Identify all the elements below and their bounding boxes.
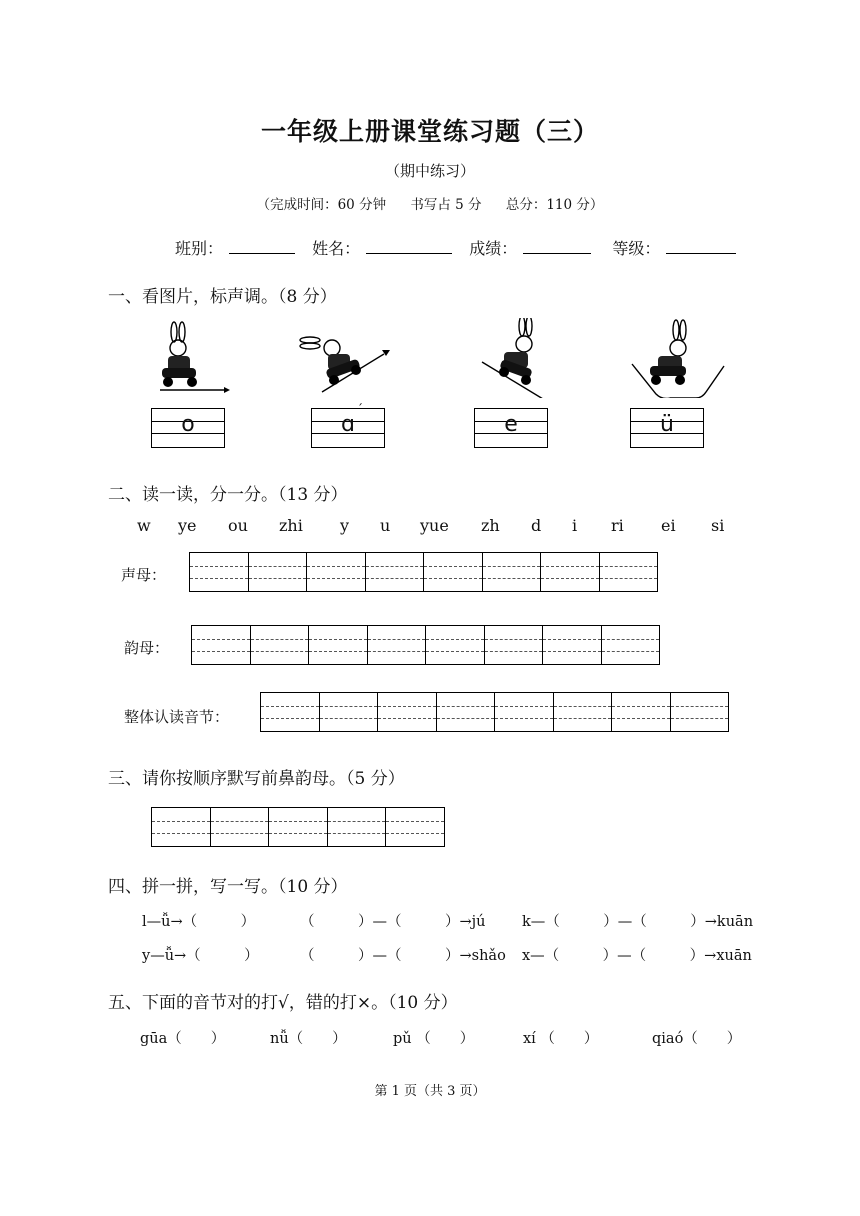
section5-heading xyxy=(108,988,458,1013)
section4-points: （10 分） xyxy=(278,877,348,897)
syllable-check-4[interactable]: xí （ ） xyxy=(523,1031,599,1047)
word-item: si xyxy=(711,516,725,535)
pinyin-exercise-2c[interactable]: x—（ ）—（ ）→xuān xyxy=(522,948,752,964)
pinyin-exercise-1a[interactable]: l—ǚ→（ ） xyxy=(142,914,256,930)
score-blank[interactable] xyxy=(523,239,591,254)
finals-grid[interactable] xyxy=(191,625,660,665)
word-item: yue xyxy=(420,516,449,535)
rabbit-dip-icon xyxy=(632,320,724,398)
rabbit-falling-icon xyxy=(482,318,548,398)
word-item: ye xyxy=(178,516,197,535)
section2-title: 二、读一读，分一分。 xyxy=(108,485,278,505)
section5-title: 五、下面的音节对的打√，错的打×。 xyxy=(108,993,389,1013)
initials-grid[interactable] xyxy=(189,552,658,592)
name-label: 姓名： xyxy=(312,239,361,258)
grade-blank[interactable] xyxy=(666,239,736,254)
score-label: 成绩： xyxy=(469,239,518,258)
word-item: ei xyxy=(661,516,676,535)
name-blank[interactable] xyxy=(366,239,452,254)
exam-meta xyxy=(0,193,860,213)
vowel-e: e xyxy=(504,412,518,437)
syllable-check-5[interactable]: qiaó（ ） xyxy=(652,1031,742,1047)
initials-label: 声母： xyxy=(121,566,167,584)
section1-points: （8 分） xyxy=(278,287,337,307)
section3-title: 三、请你按顺序默写前鼻韵母。 xyxy=(108,769,346,789)
page-subtitle: （期中练习） xyxy=(384,162,475,180)
section1-title: 一、看图片，标声调。 xyxy=(108,287,278,307)
front-nasal-finals-grid[interactable] xyxy=(151,807,445,847)
class-label: 班别： xyxy=(175,239,224,258)
vowel-o: o xyxy=(181,412,195,437)
section4-heading xyxy=(108,872,348,897)
whole-syllable-grid[interactable] xyxy=(260,692,729,732)
rabbit-flat-icon xyxy=(160,322,230,393)
word-item: w xyxy=(137,516,151,535)
student-info-fields xyxy=(175,236,736,259)
word-item: y xyxy=(340,516,350,535)
section3-heading xyxy=(108,764,405,789)
pinyin-exercise-2a[interactable]: y—ǚ→（ ） xyxy=(142,948,259,964)
tone-mark: ˊ xyxy=(357,402,363,416)
rabbit-rising-icon xyxy=(300,337,390,392)
word-item: ri xyxy=(611,516,624,535)
vowel-u-umlaut: ü xyxy=(660,412,674,437)
pinyin-exercise-1b[interactable]: （ ）—（ ）→jú xyxy=(300,914,486,930)
syllable-word-list xyxy=(0,516,860,538)
page-footer: 第 1 页（共 3 页） xyxy=(374,1084,486,1099)
rabbit-scooter-illustrations xyxy=(140,318,740,398)
word-item: ou xyxy=(228,516,248,535)
word-item: u xyxy=(380,516,391,535)
word-item: i xyxy=(572,516,578,535)
vowel-a: ɑ xyxy=(341,412,355,437)
word-item: zh xyxy=(481,516,500,535)
section2-heading xyxy=(108,480,348,505)
exam-time: （完成时间：60 分钟 xyxy=(256,197,387,213)
syllable-check-1[interactable]: gūa（ ） xyxy=(140,1031,226,1047)
whole-syllable-label: 整体认读音节： xyxy=(124,708,230,726)
exam-total-score: 总分：110 分） xyxy=(505,197,604,213)
word-item: d xyxy=(531,516,542,535)
section3-points: （5 分） xyxy=(346,769,405,789)
page-title: 一年级上册课堂练习题（三） xyxy=(260,117,599,146)
section5-points: （10 分） xyxy=(388,993,458,1013)
word-item: zhi xyxy=(279,516,303,535)
exam-writing-score: 书写占 5 分 xyxy=(410,197,482,213)
pinyin-exercise-1c[interactable]: k—（ ）—（ ）→kuān xyxy=(522,914,754,930)
syllable-check-2[interactable]: nǚ（ ） xyxy=(270,1031,347,1047)
section1-heading xyxy=(108,282,337,307)
grade-label: 等级： xyxy=(612,239,661,258)
finals-label: 韵母： xyxy=(124,639,170,657)
section4-title: 四、拼一拼，写一写。 xyxy=(108,877,278,897)
pinyin-exercise-2b[interactable]: （ ）—（ ）→shǎo xyxy=(300,948,506,964)
section2-points: （13 分） xyxy=(278,485,348,505)
syllable-check-3[interactable]: pǔ （ ） xyxy=(393,1031,475,1047)
class-blank[interactable] xyxy=(229,239,295,254)
